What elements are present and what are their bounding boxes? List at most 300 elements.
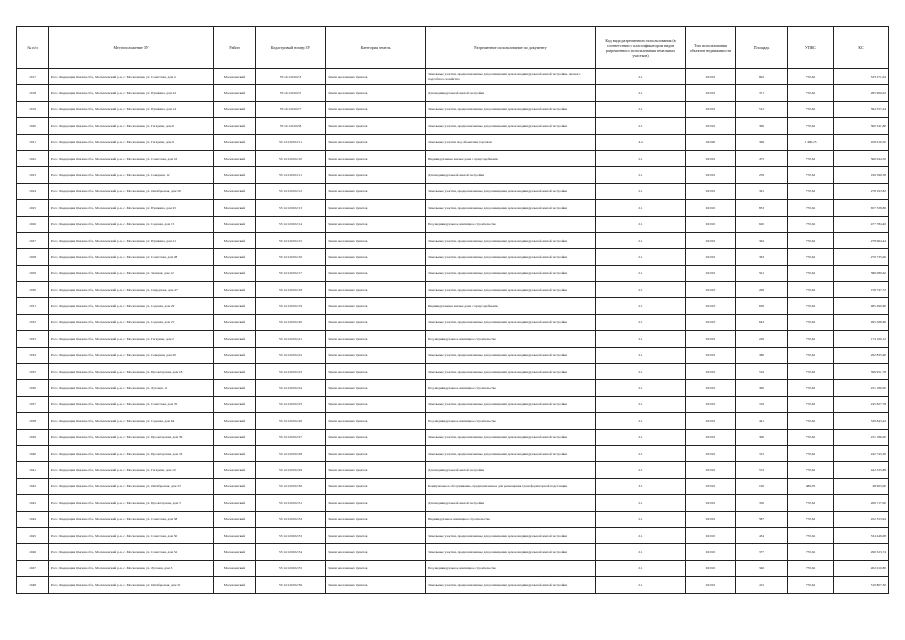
cell-col-area: 475: [736, 150, 788, 166]
cell-col-property-use-type: 02:010: [686, 462, 736, 478]
cell-col-property-use-type: 02:010: [686, 249, 736, 265]
table-row: [17, 85, 889, 101]
cell-col-property-use-type: 02:010: [686, 347, 736, 363]
cell-col-permitted-use: Земельные участки, предназначенные для размещения домов индивидуальной жилой застройки: [426, 118, 596, 134]
cell-col-upks: 770,62: [788, 527, 834, 543]
cell-col-district: Москаленский: [214, 396, 256, 412]
cell-col-number: 1043: [17, 495, 49, 511]
cell-col-land-category: Земли населенных пунктов: [326, 183, 426, 199]
table-header: [17, 27, 889, 69]
cell-col-upks: 770,62: [788, 413, 834, 429]
cell-col-upks: 770,62: [788, 69, 834, 85]
cell-col-cadastral-number: 55:14:120102:11: [256, 134, 326, 150]
cell-col-number: 1046: [17, 544, 49, 560]
table-row: [17, 544, 889, 560]
cell-col-upks: 770,62: [788, 445, 834, 461]
cell-col-upks: 770,62: [788, 85, 834, 101]
table-row: [17, 331, 889, 347]
cell-col-permitted-use: Земельные участки, предназначенные для размещения домов индивидуальной жилой застройки: [426, 101, 596, 117]
cell-col-ks: 442 335,88: [834, 462, 889, 478]
cell-col-number: 1045: [17, 527, 49, 543]
cell-col-cadastral-number: 55:14:120102:17: [256, 265, 326, 281]
cell-col-cadastral-number: 55:14:120102:28: [256, 445, 326, 461]
cell-col-location: Росс. Федерация Омская обл., Москаленский р-н, с. Москаленки, ул. Советская, дом 4: [49, 69, 214, 85]
cell-col-cadastral-number: 55:14:120102:5: [256, 85, 326, 101]
cell-col-upks: 770,62: [788, 364, 834, 380]
cell-col-district: Москаленский: [214, 265, 256, 281]
cell-col-location: Росс. Федерация Омская обл., Москаленский р-н, с. Москаленки, ул. Гагарина, дом 6: [49, 118, 214, 134]
cell-col-upks: 770,62: [788, 429, 834, 445]
header-col-number: № п/п: [17, 27, 49, 69]
cell-col-location: Росс. Федерация Омская обл., Москаленский р-н, с. Москаленки, ул. Пролетарская, дом 18: [49, 364, 214, 380]
cell-col-area: 587: [736, 511, 788, 527]
cell-col-ks: 278 964,44: [834, 232, 889, 248]
cell-col-area: 315: [736, 445, 788, 461]
cell-col-land-category: Земли населенных пунктов: [326, 462, 426, 478]
cell-col-permitted-use: Земельные участки, предназначенные для размещения домов индивидуальной жилой застройки: [426, 577, 596, 593]
cell-col-number: 1034: [17, 347, 49, 363]
cell-col-district: Москаленский: [214, 347, 256, 363]
cell-col-use-code: 2.1: [596, 101, 686, 117]
cell-col-cadastral-number: 55:14:120102:14: [256, 216, 326, 232]
cell-col-district: Москаленский: [214, 232, 256, 248]
table-row: [17, 249, 889, 265]
cell-col-property-use-type: 02:010: [686, 445, 736, 461]
table-row: [17, 462, 889, 478]
header-col-upks: УПКС: [788, 27, 834, 69]
cell-col-number: 1020: [17, 118, 49, 134]
cell-col-location: Росс. Федерация Омская обл., Москаленский р-н, с. Москаленки, ул. Октябрьская, дом 31: [49, 577, 214, 593]
cell-col-location: Росс. Федерация Омская обл., Москаленский р-н, с. Москаленки, ул. Советская, дом 16: [49, 150, 214, 166]
cell-col-district: Москаленский: [214, 69, 256, 85]
cell-col-upks: 770,62: [788, 560, 834, 576]
cell-col-permitted-use: Земельные участки, предназначенные для размещения домов индивидуальной жилой застройки: [426, 200, 596, 216]
cell-col-upks: 770,62: [788, 249, 834, 265]
land-register-table: [16, 26, 889, 594]
cell-col-cadastral-number: 55:14:120102:32: [256, 511, 326, 527]
cell-col-permitted-use: Под индивидуальное жилищное строительство: [426, 216, 596, 232]
cell-col-land-category: Земли населенных пунктов: [326, 495, 426, 511]
cell-col-upks: 770,62: [788, 101, 834, 117]
cell-col-district: Москаленский: [214, 282, 256, 298]
cell-col-area: 306: [736, 134, 788, 150]
cell-col-permitted-use: Земельные участки, предназначенные для размещения домов индивидуальной жилой застройки: [426, 265, 596, 281]
cell-col-use-code: 2.1: [596, 445, 686, 461]
cell-col-property-use-type: 02:010: [686, 396, 736, 412]
cell-col-area: 415: [736, 577, 788, 593]
cell-col-cadastral-number: 55:14:120102:30: [256, 478, 326, 494]
cell-col-upks: 770,62: [788, 216, 834, 232]
cell-col-land-category: Земли населенных пунктов: [326, 478, 426, 494]
cell-col-ks: 158 747,72: [834, 282, 889, 298]
cell-col-cadastral-number: 55:14:120102:11: [256, 167, 326, 183]
cell-col-number: 1033: [17, 331, 49, 347]
cell-col-location: Росс. Федерация Омская обл., Москаленский р-н, с. Москаленки, ул. Пушкина, дом 25: [49, 200, 214, 216]
cell-col-land-category: Земли населенных пунктов: [326, 85, 426, 101]
cell-col-cadastral-number: 55:14:120102:18: [256, 282, 326, 298]
cell-col-property-use-type: 02:010: [686, 511, 736, 527]
cell-col-use-code: 2.1: [596, 118, 686, 134]
cell-col-district: Москаленский: [214, 495, 256, 511]
cell-col-cadastral-number: 55:14:120102:33: [256, 527, 326, 543]
cell-col-location: Росс. Федерация Омская обл., Москаленский р-н, с. Москаленки, ул. Советская, дом 58: [49, 511, 214, 527]
cell-col-upks: 770,62: [788, 495, 834, 511]
cell-col-ks: 262 010,80: [834, 560, 889, 576]
cell-col-property-use-type: 02:010: [686, 364, 736, 380]
cell-col-number: 1017: [17, 69, 49, 85]
cell-col-use-code: 2.1: [596, 364, 686, 380]
cell-col-location: Росс. Федерация Омская обл., Москаленский р-н, с. Москаленки, ул. Пролетарская, дом 33: [49, 445, 214, 461]
cell-col-use-code: 2.1: [596, 544, 686, 560]
cell-col-land-category: Земли населенных пунктов: [326, 331, 426, 347]
cell-col-district: Москаленский: [214, 429, 256, 445]
cell-col-property-use-type: 02:010: [686, 232, 736, 248]
header-col-property-use-type: Тип использования объектов недвижимости: [686, 27, 736, 69]
cell-col-permitted-use: Коммунальное обслуживание, предназначенное для размещения трансформаторной подстанции: [426, 478, 596, 494]
cell-col-upks: 770,62: [788, 511, 834, 527]
cell-col-ks: 285 900,02: [834, 85, 889, 101]
cell-col-ks: 452 353,94: [834, 511, 889, 527]
cell-col-upks: 770,62: [788, 314, 834, 330]
cell-col-ks: 394 557,44: [834, 101, 889, 117]
cell-col-permitted-use: Под индивидуальное жилищное строительство: [426, 560, 596, 576]
cell-col-upks: 770,62: [788, 298, 834, 314]
cell-col-area: 692: [736, 69, 788, 85]
cell-col-ks: 174 160,12: [834, 331, 889, 347]
cell-col-number: 1029: [17, 265, 49, 281]
cell-col-permitted-use: Земельные участки под объектами торговли: [426, 134, 596, 150]
cell-col-district: Москаленский: [214, 364, 256, 380]
cell-col-district: Москаленский: [214, 200, 256, 216]
cell-col-number: 1018: [17, 85, 49, 101]
table-row: [17, 314, 889, 330]
cell-col-use-code: 2.1: [596, 560, 686, 576]
cell-col-use-code: 2.1: [596, 429, 686, 445]
cell-col-use-code: 2.1: [596, 462, 686, 478]
cell-col-land-category: Земли населенных пунктов: [326, 577, 426, 593]
cell-col-property-use-type: 02:010: [686, 265, 736, 281]
cell-col-land-category: Земли населенных пунктов: [326, 560, 426, 576]
cell-col-area: 434: [736, 527, 788, 543]
cell-col-ks: 300 541,80: [834, 118, 889, 134]
table-row: [17, 511, 889, 527]
table-row: [17, 216, 889, 232]
cell-col-location: Росс. Федерация Омская обл., Москаленский р-н, с. Москаленки, ул. Садовая, дом 27: [49, 314, 214, 330]
cell-col-use-code: 2.1: [596, 282, 686, 298]
cell-col-area: 300: [736, 429, 788, 445]
cell-col-permitted-use: Для индивидуальной жилой застройки: [426, 495, 596, 511]
cell-col-property-use-type: 02:010: [686, 85, 736, 101]
cell-col-area: 362: [736, 232, 788, 248]
cell-col-property-use-type: 04:040: [686, 134, 736, 150]
cell-col-land-category: Земли населенных пунктов: [326, 216, 426, 232]
cell-col-area: 319: [736, 396, 788, 412]
cell-col-location: Росс. Федерация Омская обл., Москаленский р-н, с. Москаленки, ул. Пушкина, дом 22: [49, 85, 214, 101]
cell-col-land-category: Земли населенных пунктов: [326, 429, 426, 445]
cell-col-use-code: 2.1: [596, 347, 686, 363]
cell-col-use-code: 2.1: [596, 150, 686, 166]
cell-col-use-code: 2.1: [596, 265, 686, 281]
cell-col-use-code: 2.1: [596, 200, 686, 216]
cell-col-location: Росс. Федерация Омская обл., Москаленский р-н, с. Москаленки, ул. Советская, дом 35: [49, 396, 214, 412]
table-row: [17, 101, 889, 117]
cell-col-area: 853: [736, 200, 788, 216]
cell-col-district: Москаленский: [214, 314, 256, 330]
cell-col-use-code: 3.1: [596, 478, 686, 494]
cell-col-district: Москаленский: [214, 118, 256, 134]
header-col-cadastral-number: Кадастровый номер ЗУ: [256, 27, 326, 69]
cell-col-ks: 269 717,00: [834, 495, 889, 511]
cell-col-location: Росс. Федерация Омская обл., Москаленский р-н, с. Москаленки, ул. Северная, дом 20: [49, 347, 214, 363]
cell-col-land-category: Земли населенных пунктов: [326, 167, 426, 183]
cell-col-location: Росс. Федерация Омская обл., Москаленский р-н, с. Москаленки, ул. Пушкина, дом 14: [49, 101, 214, 117]
cell-col-permitted-use: Индивидуальные жилые дома с приусадебными: [426, 150, 596, 166]
cell-col-location: Росс. Федерация Омская обл., Москаленский р-н, с. Москаленки, ул. Гагарина, дом 9: [49, 134, 214, 150]
cell-col-number: 1032: [17, 314, 49, 330]
cell-col-ks: 242 745,30: [834, 445, 889, 461]
cell-col-cadastral-number: 55:14:120102:24: [256, 380, 326, 396]
cell-col-location: Росс. Федерация Омская обл., Москаленский р-н, с. Москаленки, ул. Северная, 12: [49, 167, 214, 183]
cell-col-land-category: Земли населенных пунктов: [326, 314, 426, 330]
table-row: [17, 495, 889, 511]
cell-col-location: Росс. Федерация Омская обл., Москаленский р-н, с. Москаленки, ул. Луговая, 11: [49, 380, 214, 396]
cell-col-number: 1019: [17, 101, 49, 117]
cell-col-ks: 477 784,40: [834, 216, 889, 232]
cell-col-location: Росс. Федерация Омская обл., Москаленский р-н, с. Москаленки, ул. Октябрьская, дом 58: [49, 183, 214, 199]
cell-col-location: Росс. Федерация Омская обл., Москаленский р-н, с. Москаленки, ул. Советская, дом 50: [49, 527, 214, 543]
cell-col-district: Москаленский: [214, 560, 256, 576]
cell-col-land-category: Земли населенных пунктов: [326, 380, 426, 396]
cell-col-area: 380: [736, 347, 788, 363]
cell-col-land-category: Земли населенных пунктов: [326, 200, 426, 216]
cell-col-cadastral-number: 55:14:120102:3: [256, 69, 326, 85]
cell-col-use-code: 2.1: [596, 495, 686, 511]
cell-col-number: 1039: [17, 429, 49, 445]
cell-col-district: Москаленский: [214, 216, 256, 232]
cell-col-use-code: 2.1: [596, 298, 686, 314]
cell-col-use-code: 2.1: [596, 511, 686, 527]
cell-col-cadastral-number: 55:14:120102:7: [256, 101, 326, 117]
table-row: [17, 282, 889, 298]
cell-col-district: Москаленский: [214, 380, 256, 396]
cell-col-cadastral-number: 55:14:120102:12: [256, 183, 326, 199]
table-row: [17, 445, 889, 461]
header-col-district: Район: [214, 27, 256, 69]
cell-col-upks: 770,62: [788, 380, 834, 396]
cell-col-area: 620: [736, 216, 788, 232]
cell-col-land-category: Земли населенных пунктов: [326, 265, 426, 281]
cell-col-district: Москаленский: [214, 544, 256, 560]
cell-col-number: 1047: [17, 560, 49, 576]
cell-col-district: Москаленский: [214, 331, 256, 347]
cell-col-area: 363: [736, 249, 788, 265]
cell-col-use-code: 2.1: [596, 183, 686, 199]
cell-col-upks: 1 490,25: [788, 134, 834, 150]
cell-col-cadastral-number: 55:14:120102:8: [256, 118, 326, 134]
cell-col-cadastral-number: 55:14:120102:20: [256, 314, 326, 330]
cell-col-land-category: Земли населенных пунктов: [326, 249, 426, 265]
cell-col-permitted-use: Под индивидуальное жилищное строительство: [426, 380, 596, 396]
cell-col-ks: 290 523,74: [834, 544, 889, 560]
cell-col-ks: 199 590,58: [834, 167, 889, 183]
header-col-area: Площадь: [736, 27, 788, 69]
cell-col-permitted-use: Земельные участки, предназначенные для размещения домов индивидуальной жилой застройки, личного подсобного хозяйства: [426, 69, 596, 85]
table-row: [17, 527, 889, 543]
cell-col-location: Росс. Федерация Омская обл., Москаленский р-н, с. Москаленки, ул. Луговая, дом 3: [49, 560, 214, 576]
cell-col-use-code: 2.1: [596, 527, 686, 543]
cell-col-number: 1021: [17, 134, 49, 150]
cell-col-upks: 770,62: [788, 462, 834, 478]
cell-col-permitted-use: Земельные участки, предназначенные для размещения домов индивидуальной жилой застройки: [426, 347, 596, 363]
cell-col-location: Росс. Федерация Омская обл., Москаленский р-н, с. Москаленки, ул. Садовая, дом 29: [49, 298, 214, 314]
cell-col-ks: 339 843,42: [834, 413, 889, 429]
cell-col-number: 1025: [17, 200, 49, 216]
cell-col-cadastral-number: 55:14:120102:26: [256, 413, 326, 429]
table-row: [17, 577, 889, 593]
cell-col-upks: 770,62: [788, 232, 834, 248]
cell-col-district: Москаленский: [214, 134, 256, 150]
cell-col-ks: 278 193,82: [834, 183, 889, 199]
cell-col-property-use-type: 02:010: [686, 183, 736, 199]
cell-col-ks: 386 080,62: [834, 265, 889, 281]
cell-col-upks: 489,05: [788, 478, 834, 494]
table-row: [17, 380, 889, 396]
cell-col-permitted-use: Земельные участки, предназначенные для размещения домов индивидуальной жилой застройки: [426, 282, 596, 298]
cell-col-ks: 319 807,30: [834, 577, 889, 593]
cell-col-property-use-type: 02:010: [686, 167, 736, 183]
cell-col-use-code: 2.1: [596, 216, 686, 232]
cell-col-use-code: 2.1: [596, 314, 686, 330]
cell-col-upks: 770,62: [788, 200, 834, 216]
cell-col-upks: 770,62: [788, 167, 834, 183]
cell-col-cadastral-number: 55:14:120102:22: [256, 347, 326, 363]
cell-col-use-code: 2.1: [596, 69, 686, 85]
cell-col-ks: 366 044,50: [834, 150, 889, 166]
cell-col-cadastral-number: 55:14:120102:15: [256, 232, 326, 248]
cell-col-land-category: Земли населенных пунктов: [326, 118, 426, 134]
cell-col-ks: 399 951,78: [834, 364, 889, 380]
table-row: [17, 347, 889, 363]
cell-col-location: Росс. Федерация Омская обл., Москаленский р-н, с. Москаленки, ул. Советская, дом 28: [49, 249, 214, 265]
cell-col-location: Росс. Федерация Омская обл., Москаленский р-н, с. Москаленки, ул. Советская, дом 52: [49, 544, 214, 560]
cell-col-number: 1036: [17, 380, 49, 396]
cell-col-upks: 770,62: [788, 183, 834, 199]
cell-col-cadastral-number: 55:14:120102:13: [256, 200, 326, 216]
cell-col-number: 1026: [17, 216, 49, 232]
cell-col-area: 361: [736, 183, 788, 199]
cell-col-area: 643: [736, 314, 788, 330]
table-body: [17, 69, 889, 594]
cell-col-ks: 657 338,86: [834, 200, 889, 216]
table-row: [17, 478, 889, 494]
cell-col-area: 206: [736, 282, 788, 298]
cell-col-property-use-type: 02:010: [686, 298, 736, 314]
cell-col-use-code: 2.1: [596, 380, 686, 396]
cell-col-area: 340: [736, 560, 788, 576]
table-row: [17, 413, 889, 429]
cell-col-permitted-use: Под индивидуальное жилищное строительство: [426, 331, 596, 347]
cell-col-district: Москаленский: [214, 101, 256, 117]
cell-col-number: 1031: [17, 298, 49, 314]
cell-col-district: Москаленский: [214, 298, 256, 314]
header-col-location: Местоположение ЗУ: [49, 27, 214, 69]
cell-col-ks: 231 186,00: [834, 380, 889, 396]
cell-col-location: Росс. Федерация Омская обл., Москаленский р-н, с. Москаленки, ул. Пролетарская, дом 39: [49, 429, 214, 445]
cell-col-permitted-use: Земельные участки, предназначенные для размещения домов индивидуальной жилой застройки: [426, 364, 596, 380]
cell-col-property-use-type: 02:010: [686, 577, 736, 593]
cell-col-district: Москаленский: [214, 249, 256, 265]
cell-col-permitted-use: Земельные участки, предназначенные для размещения домов индивидуальной жилой застройки: [426, 527, 596, 543]
cell-col-ks: 334 449,08: [834, 527, 889, 543]
cell-col-ks: 456 016,50: [834, 134, 889, 150]
cell-col-location: Росс. Федерация Омская обл., Москаленский р-н, с. Москаленки, ул. Садовая, дом 15: [49, 216, 214, 232]
cell-col-location: Росс. Федерация Омская обл., Москаленский р-н, с. Москаленки, ул. Пушкина, дом 21: [49, 232, 214, 248]
cell-col-use-code: 2.1: [596, 232, 686, 248]
cell-col-use-code: 2.1: [596, 85, 686, 101]
table-row: [17, 560, 889, 576]
cell-col-property-use-type: 02:010: [686, 560, 736, 576]
cell-col-property-use-type: 03:010: [686, 478, 736, 494]
cell-col-upks: 770,62: [788, 331, 834, 347]
table-row: [17, 429, 889, 445]
header-col-land-category: Категория земель: [326, 27, 426, 69]
table-row: [17, 232, 889, 248]
cell-col-ks: 485 490,60: [834, 298, 889, 314]
cell-col-cadastral-number: 55:14:120102:27: [256, 429, 326, 445]
cell-col-ks: 279 735,06: [834, 249, 889, 265]
cell-col-number: 1027: [17, 232, 49, 248]
cell-col-land-category: Земли населенных пунктов: [326, 298, 426, 314]
cell-col-land-category: Земли населенных пунктов: [326, 347, 426, 363]
cell-col-use-code: 2.1: [596, 249, 686, 265]
header-col-ks: КС: [834, 27, 889, 69]
cell-col-location: Росс. Федерация Омская обл., Москаленский р-н, с. Москаленки, ул. Зеленая, дом 12: [49, 265, 214, 281]
cell-col-ks: 231 186,00: [834, 429, 889, 445]
cell-col-area: 226: [736, 331, 788, 347]
cell-col-property-use-type: 02:010: [686, 527, 736, 543]
cell-col-land-category: Земли населенных пунктов: [326, 364, 426, 380]
table-row: [17, 167, 889, 183]
cell-col-number: 1048: [17, 577, 49, 593]
cell-col-cadastral-number: 55:14:120102:19: [256, 298, 326, 314]
cell-col-ks: 245 827,78: [834, 396, 889, 412]
cell-col-property-use-type: 02:010: [686, 314, 736, 330]
cell-col-area: 300: [736, 380, 788, 396]
header-col-permitted-use: Разрешенное использование по документу: [426, 27, 596, 69]
cell-col-use-code: 2.1: [596, 577, 686, 593]
table-row: [17, 118, 889, 134]
cell-col-permitted-use: Земельные участки, предназначенные для размещения домов индивидуальной жилой застройки: [426, 183, 596, 199]
cell-col-cadastral-number: 55:14:120102:16: [256, 249, 326, 265]
cell-col-upks: 770,62: [788, 265, 834, 281]
cell-col-permitted-use: Земельные участки, предназначенные для размещения домов индивидуальной жилой застройки: [426, 445, 596, 461]
cell-col-permitted-use: Индивидуальные жилые дома с приусадебными: [426, 298, 596, 314]
cell-col-property-use-type: 02:010: [686, 101, 736, 117]
cell-col-upks: 770,62: [788, 347, 834, 363]
cell-col-number: 1044: [17, 511, 49, 527]
cell-col-district: Москаленский: [214, 413, 256, 429]
cell-col-location: Росс. Федерация Омская обл., Москаленский р-н, с. Москаленки, ул. Гагарина, дом 10: [49, 462, 214, 478]
cell-col-use-code: 2.1: [596, 413, 686, 429]
cell-col-permitted-use: Земельные участки, предназначенные для размещения домов индивидуальной жилой застройки: [426, 314, 596, 330]
cell-col-district: Москаленский: [214, 527, 256, 543]
cell-col-use-code: 4.4: [596, 134, 686, 150]
cell-col-area: 377: [736, 544, 788, 560]
table-row: [17, 298, 889, 314]
cell-col-land-category: Земли населенных пунктов: [326, 69, 426, 85]
cell-col-cadastral-number: 55:14:120102:36: [256, 577, 326, 593]
cell-col-property-use-type: 02:010: [686, 200, 736, 216]
